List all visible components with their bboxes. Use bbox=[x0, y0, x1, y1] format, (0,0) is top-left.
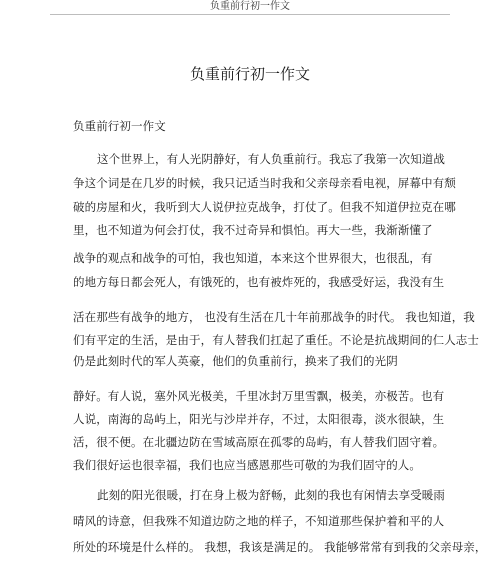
body-line-12: 活，很不便。在北疆边防在雪域高原在孤零的岛屿，有人替我们固守着。 bbox=[73, 435, 445, 449]
body-line-15: 晴风的诗意，但我殊不知道边防之地的样子，不知道那些保护着和平的人 bbox=[73, 514, 445, 528]
page-header: 负重前行初一作文 bbox=[210, 1, 290, 12]
body-line-3: 破的房屋和火，我听到大人说伊拉克战争，打仗了。但我不知道伊拉克在哪 bbox=[73, 200, 456, 214]
body-line-4: 里，也不知道为何会打仗，我不过奇异和惧怕。再大一些，我渐渐懂了 bbox=[73, 223, 433, 237]
body-line-2: 争这个词是在几岁的时候，我只记适当时我和父亲母亲看电视，屏幕中有颓 bbox=[73, 176, 456, 190]
body-line-10: 静好。有人说，塞外风光极美，千里冰封万里雪飘，极美，亦极苦。也有 bbox=[73, 389, 445, 403]
body-line-11: 人说，南海的岛屿上，阳光与沙岸并存，不过，太阳很毒，淡水很缺，生 bbox=[73, 412, 445, 426]
body-line-9: 仍是此刻时代的军人英豪，他们的负重前行，换来了我们的光阴 bbox=[73, 354, 398, 368]
header-divider bbox=[50, 14, 450, 15]
body-line-8: 们有平定的生活，是由于，有人替我们扛起了重任。不论是抗战期间的仁人志士 bbox=[73, 333, 479, 347]
document-title: 负重前行初一作文 bbox=[189, 65, 310, 83]
body-line-7: 活在那些有战争的地方， 也没有生活在几十年前那战争的时代。 我也知道，我 bbox=[73, 310, 475, 324]
document-subtitle: 负重前行初一作文 bbox=[73, 119, 166, 133]
body-line-14: 此刻的阳光很暖，打在身上极为舒畅，此刻的我也有闲情去享受暖雨 bbox=[97, 488, 445, 502]
body-line-5: 战争的观点和战争的可怕，我也知道，本来这个世界很大，也很乱，有 bbox=[73, 251, 433, 265]
body-line-16: 所处的环境是什么样的。 我想，我该是满足的。 我能够常常有到我的父亲母亲， bbox=[73, 540, 487, 554]
body-line-13: 我们很好运也很幸福，我们也应当感恩那些可敬的为我们固守的人。 bbox=[73, 458, 421, 472]
body-line-6: 的地方每日都会死人，有饿死的，也有被炸死的，我感受好运，我没有生 bbox=[73, 275, 445, 289]
body-line-1: 这个世界上，有人光阴静好，有人负重前行。我忘了我第一次知道战 bbox=[97, 152, 445, 166]
